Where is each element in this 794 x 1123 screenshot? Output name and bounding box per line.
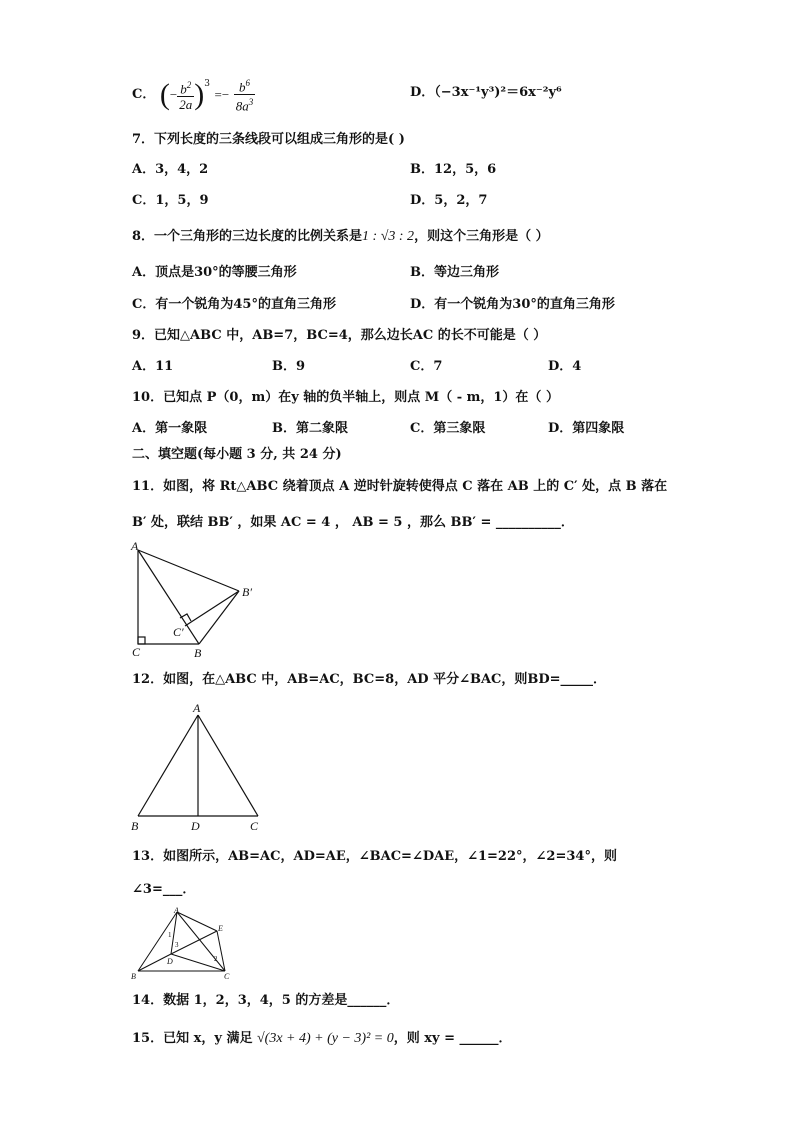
q7-stem: 7．下列长度的三条线段可以组成三角形的是( ): [132, 132, 405, 147]
q13-figure: [128, 903, 238, 983]
q13-angle-1: 1: [168, 931, 172, 939]
q15-stem: 15．已知 x，y 满足 √(3x + 4) + (y − 3)² = 0，则 xy = ______．: [132, 1031, 512, 1046]
q12-label-b: B: [131, 819, 139, 833]
q7-option-a: A．3，4，2: [132, 162, 209, 177]
q11-figure: [128, 540, 268, 660]
q13-label-d: D: [167, 957, 173, 966]
q9-option-b: B．9: [272, 359, 306, 374]
q10-option-d: D．第四象限: [548, 421, 625, 436]
q6-c-label: C．: [132, 86, 156, 102]
q12-label-a: A: [193, 701, 201, 715]
q13-label-e: E: [218, 924, 223, 933]
q11-line2: B′ 处，联结 BB′ ，如果 AC = 4 ， AB = 5 ，那么 BB′ = __________．: [132, 515, 574, 530]
q14-stem: 14．数据 1，2，3，4，5 的方差是______．: [132, 993, 400, 1008]
q10-option-a: A．第一象限: [132, 421, 208, 436]
q13-label-a: A: [174, 906, 179, 915]
q8-option-c: C．有一个锐角为45°的直角三角形: [132, 297, 336, 312]
q11-label-cprime: C′: [173, 625, 184, 639]
fraction-b2-over-2a: $\frac{b^2}{2a}$: [179, 79, 193, 112]
q7-option-b: B．12，5，6: [410, 162, 497, 177]
q15-blank: ______．: [459, 1031, 512, 1046]
section-title: 二、填空题(每小题 3 分, 共 24 分): [132, 447, 342, 462]
q9-option-a: A．11: [132, 359, 174, 374]
q8-option-a: A．顶点是30°的等腰三角形: [132, 265, 297, 280]
q11-line1: 11．如图，将 Rt△ABC 绕着顶点 A 逆时针旋转使得点 C 落在 AB 上的 C′ 处，点 B 落在: [132, 479, 668, 494]
q13-line1: 13．如图所示，AB=AC，AD=AE，∠BAC=∠DAE，∠1=22°，∠2=34°，则: [132, 849, 617, 864]
q12-label-c: C: [250, 819, 259, 833]
q9-stem: 9．已知△ABC 中，AB=7，BC=4，那么边长AC 的长不可能是（ ）: [132, 328, 547, 343]
q13-angle-2: 2: [214, 955, 218, 963]
right-paren: ): [194, 77, 205, 111]
q12-label-d: D: [191, 819, 200, 833]
q9-option-d: D．4: [548, 359, 582, 374]
q6-option-c: C． (− $\frac{b^2}{2a}$ )$^3$ =− $\frac{b^6}{8a^3}$: [132, 77, 254, 114]
q8-stem: 8．一个三角形的三边长度的比例关系是1 : √3 : 2，则这个三角形是（ ）: [132, 229, 549, 244]
q13-label-c: C: [224, 972, 230, 981]
q12-stem: 12．如图，在△ABC 中，AB=AC，BC=8，AD 平分∠BAC，则BD=_____．: [132, 672, 607, 687]
q8-ratio: 1 : √3 : 2: [362, 229, 415, 244]
q11-label-bprime: B′: [242, 585, 252, 599]
q10-option-b: B．第二象限: [272, 421, 348, 436]
q13-line2: ∠3=___．: [132, 882, 196, 897]
left-paren: (: [159, 77, 170, 111]
q10-stem: 10．已知点 P（0，m）在y 轴的负半轴上，则点 M（ - m，1）在（ ）: [132, 390, 559, 405]
q9-option-c: C．7: [410, 359, 443, 374]
q11-label-a: A: [131, 540, 139, 553]
q7-option-d: D．5，2，7: [410, 193, 488, 208]
q12-figure: [128, 700, 268, 835]
q10-option-c: C．第三象限: [410, 421, 486, 436]
q13-label-b: B: [131, 972, 136, 981]
q6-option-d: D．（−3x⁻¹y³)²＝6x⁻²y⁶: [410, 85, 562, 100]
q8-option-b: B．等边三角形: [410, 265, 499, 280]
q11-label-b: B: [194, 646, 202, 660]
q8-option-d: D．有一个锐角为30°的直角三角形: [410, 297, 615, 312]
q13-angle-3: 3: [175, 941, 179, 949]
q7-option-c: C．1，5，9: [132, 193, 209, 208]
q15-expression: √(3x + 4) + (y − 3)² = 0: [256, 1031, 394, 1046]
fraction-b6-over-8a3: $\frac{b^6}{8a^3}$: [235, 78, 254, 114]
q11-label-c: C: [132, 645, 141, 659]
